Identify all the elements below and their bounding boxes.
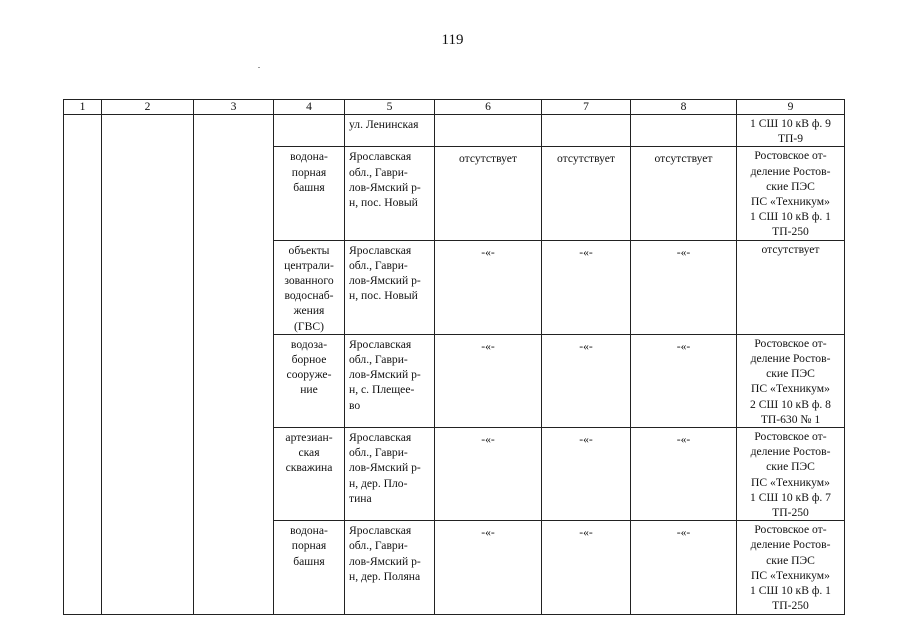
table-cell-col6: [435, 428, 542, 521]
cell-text: -«-: [676, 526, 691, 540]
cell-text: -«-: [579, 433, 593, 447]
table-cell-col1: [64, 115, 102, 615]
table-cell-address: [345, 115, 435, 147]
cell-text: Ярославская обл., Гаври- лов-Ямский р- н, с. Плещее- во: [349, 337, 421, 412]
table-cell-col3: [194, 115, 274, 615]
cell-text: водона- порная башня: [290, 150, 328, 194]
column-header-6: 6: [435, 100, 542, 115]
column-header-8: 8: [631, 100, 737, 115]
table-cell-address: [345, 240, 435, 334]
table-cell-col7: [542, 115, 631, 147]
table-cell-address: [345, 428, 435, 521]
cell-text: объекты централи- зованного водоснаб- жения (ГВС): [284, 243, 334, 333]
cell-text: -«-: [481, 433, 495, 447]
cell-text: отсутствует: [761, 242, 820, 256]
table-cell-power-source: [737, 147, 845, 240]
table-cell-col6: [435, 115, 542, 147]
table-cell-col8: [631, 240, 737, 334]
cell-text: 1 СШ 10 кВ ф. 9 ТП-9: [750, 117, 831, 146]
cell-text: водона- порная башня: [290, 524, 328, 568]
column-header-2: 2: [102, 100, 194, 115]
page-number: 119: [441, 32, 464, 48]
column-header-1: 1: [64, 100, 102, 115]
table-cell-object: [274, 147, 345, 240]
cell-text: отсутствует: [557, 152, 615, 166]
table-cell-address: [345, 521, 435, 614]
table-cell-address: [345, 334, 435, 427]
scan-speck: [258, 67, 260, 68]
column-header-7: 7: [542, 100, 631, 115]
cell-text: отсутствует: [459, 152, 517, 166]
table-cell-col7: [542, 428, 631, 521]
table-cell-col6: [435, 240, 542, 334]
cell-text: Ярославская обл., Гаври- лов-Ямский р- н, дер. Пло- тина: [349, 431, 421, 505]
table-cell-object: [274, 240, 345, 334]
document-table: [63, 99, 845, 615]
table-cell-col7: [542, 334, 631, 427]
table-cell-col8: [631, 147, 737, 240]
cell-text: -«-: [676, 433, 691, 447]
table-cell-col2: [102, 115, 194, 615]
table-cell-object: [274, 334, 345, 427]
table-row-continuation: [64, 115, 845, 147]
table-cell-col8: [631, 334, 737, 427]
cell-text: Ярославская обл., Гаври- лов-Ямский р- н, дер. Поляна: [349, 524, 421, 583]
table-cell-col7: [542, 240, 631, 334]
cell-text: артезиан- ская скважина: [285, 431, 333, 475]
header-row: [64, 100, 845, 115]
cell-text: -«-: [481, 526, 495, 540]
table-cell-object: [274, 428, 345, 521]
table-cell-power-source: [737, 115, 845, 147]
cell-text: Ярославская обл., Гаври- лов-Ямский р- н, пос. Новый: [349, 150, 421, 210]
cell-text: водоза- борное сооруже- ние: [286, 337, 332, 397]
table-cell-col6: [435, 334, 542, 427]
cell-text: Ярославская обл., Гаври- лов-Ямский р- н, пос. Новый: [349, 243, 421, 303]
table-cell-col6: [435, 521, 542, 614]
table-cell-col8: [631, 428, 737, 521]
table-cell-col6: [435, 147, 542, 240]
table-cell-col7: [542, 521, 631, 614]
column-header-5: 5: [345, 100, 435, 115]
table-cell-address: [345, 147, 435, 240]
table-cell-power-source: [737, 428, 845, 521]
table-cell-object: [274, 115, 345, 147]
table-cell-col8: [631, 115, 737, 147]
table-cell-col7: [542, 147, 631, 240]
cell-text: Ростовское от- деление Ростов- ские ПЭС ПС «Техникум» 1 СШ 10 кВ ф. 1 ТП-250: [750, 523, 831, 613]
cell-text: -«-: [579, 245, 593, 259]
cell-text: отсутствует: [654, 152, 713, 166]
table-cell-object: [274, 521, 345, 614]
table-cell-power-source: [737, 521, 845, 614]
cell-text: -«-: [579, 339, 593, 353]
cell-text: -«-: [481, 245, 495, 259]
cell-text: -«-: [481, 339, 495, 353]
table-cell-power-source: [737, 334, 845, 427]
cell-text: ул. Ленинская: [349, 118, 419, 131]
table-cell-power-source: [737, 240, 845, 334]
cell-text: -«-: [579, 526, 593, 540]
cell-text: Ростовское от- деление Ростов- ские ПЭС ПС «Техникум» 1 СШ 10 кВ ф. 7 ТП-250: [750, 430, 831, 520]
cell-text: Ростовское от- деление Ростов- ские ПЭС ПС «Техникум» 1 СШ 10 кВ ф. 1 ТП-250: [750, 149, 831, 239]
column-header-4: 4: [274, 100, 345, 115]
cell-text: Ростовское от- деление Ростов- ские ПЭС ПС «Техникум» 2 СШ 10 кВ ф. 8 ТП-630 № 1: [750, 336, 831, 426]
table-cell-col8: [631, 521, 737, 614]
column-header-9: 9: [737, 100, 845, 115]
cell-text: -«-: [676, 339, 691, 353]
cell-text: -«-: [676, 245, 691, 259]
column-header-3: 3: [194, 100, 274, 115]
